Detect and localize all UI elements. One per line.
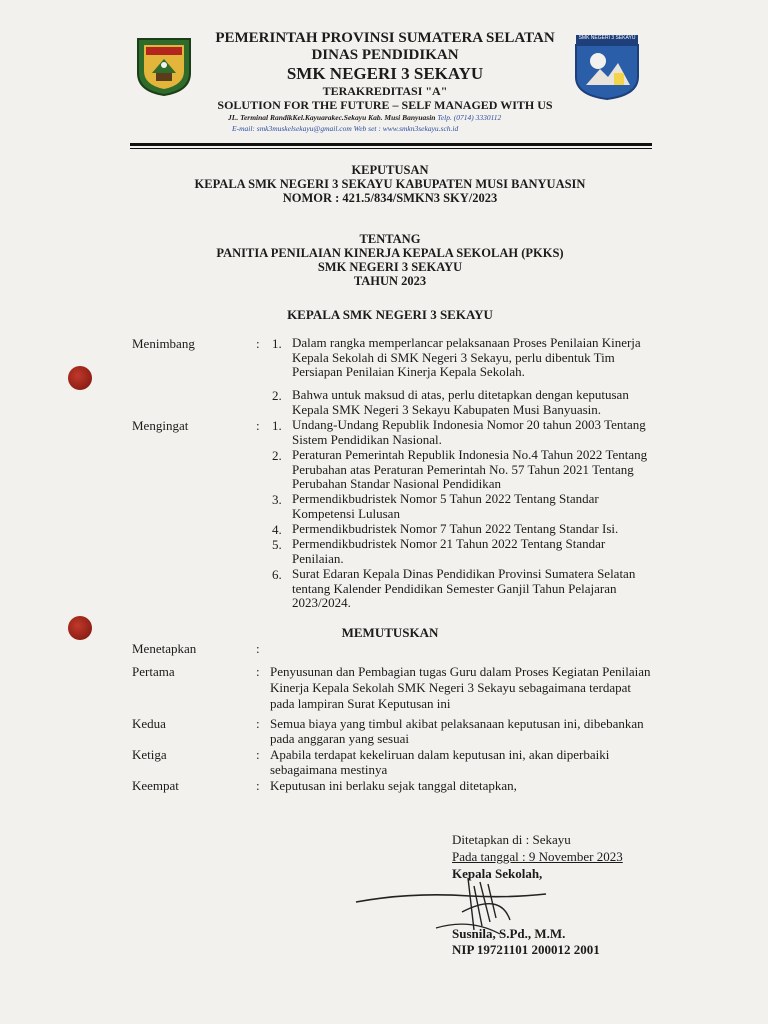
item-number: 4. bbox=[272, 522, 282, 537]
mengingat-item-5 bbox=[292, 537, 654, 566]
diktum-label-keempat: Keempat bbox=[132, 778, 179, 793]
colon: : bbox=[256, 716, 260, 731]
diktum-label-pertama: Pertama bbox=[132, 664, 175, 679]
phone-text: Telp. (0714) 3330112 bbox=[437, 113, 502, 122]
text-line: Kompetensi Lulusan bbox=[292, 505, 400, 521]
menimbang-item-1 bbox=[292, 336, 654, 380]
text-line: Permendikbudristek Nomor 7 Tahun 2022 Tentang Standar Isi. bbox=[292, 521, 619, 536]
mengingat-item-6 bbox=[292, 567, 654, 611]
school-logo-icon bbox=[574, 33, 640, 101]
doc-subject: PANITIA PENILAIAN KINERJA KEPALA SEKOLAH (PKKS) bbox=[216, 246, 564, 260]
diktum-pertama bbox=[270, 664, 656, 712]
item-number: 6. bbox=[272, 567, 282, 582]
text-line: Bahwa untuk maksud di atas, perlu ditetapkan dengan keputusan bbox=[292, 387, 629, 402]
signatory-name: Susnila, S.Pd., M.M. bbox=[452, 926, 566, 941]
signatory-nip: NIP 19721101 200012 2001 bbox=[452, 942, 600, 957]
colon: : bbox=[256, 418, 260, 433]
school-logo-text: SMK NEGERI 3 SEKAYU bbox=[578, 35, 636, 41]
colon: : bbox=[256, 747, 260, 762]
text-line: 2023/2024. bbox=[292, 595, 351, 611]
colon: : bbox=[256, 664, 260, 679]
decision-heading: MEMUTUSKAN bbox=[341, 625, 439, 640]
text-line: Keputusan ini berlaku sejak tanggal ditetapkan, bbox=[270, 778, 517, 793]
doc-subject-intro: TENTANG bbox=[359, 232, 421, 246]
mengingat-item-4 bbox=[292, 522, 654, 537]
text-line: Kepala Sekolah di SMK Negeri 3 Sekayu, perlu dibentuk Tim bbox=[292, 349, 615, 365]
punch-hole-top bbox=[68, 366, 92, 390]
text-line: pada anggaran yang sesuai bbox=[270, 731, 409, 746]
text-line: Undang-Undang Republik Indonesia Nomor 20 tahun 2003 Tentang bbox=[292, 417, 646, 432]
text-line: tentang Kalender Pendidikan Semester Ganjil Tahun Pelajaran bbox=[292, 580, 617, 596]
text-line: Penyusunan dan Pembagian tugas Guru dalam Proses Kegiatan Penilaian bbox=[270, 664, 651, 679]
punch-hole-bottom bbox=[68, 616, 92, 640]
signature-date: Pada tanggal : 9 November 2023 bbox=[452, 849, 623, 864]
letterhead-department: DINAS PENDIDIKAN bbox=[311, 47, 459, 63]
text-line: Surat Edaran Kepala Dinas Pendidikan Provinsi Sumatera Selatan bbox=[292, 566, 636, 581]
section-label-mengingat: Mengingat bbox=[132, 418, 189, 433]
item-number: 3. bbox=[272, 492, 282, 507]
mengingat-item-2 bbox=[292, 448, 654, 492]
diktum-keempat bbox=[270, 778, 656, 793]
text-line: Permendikbudristek Nomor 5 Tahun 2022 Tentang Standar bbox=[292, 491, 599, 506]
doc-authority: KEPALA SMK NEGERI 3 SEKAYU bbox=[287, 307, 493, 322]
text-line: Peraturan Pemerintah Republik Indonesia No.4 Tahun 2022 Tentang bbox=[292, 447, 648, 462]
doc-issuer: KEPALA SMK NEGERI 3 SEKAYU KABUPATEN MUSI BANYUASIN bbox=[194, 177, 586, 191]
signature-position: Kepala Sekolah, bbox=[452, 866, 543, 881]
item-number: 5. bbox=[272, 537, 282, 552]
diktum-ketiga bbox=[270, 747, 656, 777]
text-line: Permendikbudristek Nomor 21 Tahun 2022 Tentang Standar bbox=[292, 536, 606, 551]
letterhead-rule-thick bbox=[130, 143, 652, 146]
letterhead-government: PEMERINTAH PROVINSI SUMATERA SELATAN bbox=[215, 30, 555, 46]
doc-number: NOMOR : 421.5/834/SMKN3 SKY/2023 bbox=[282, 191, 498, 205]
section-label-menimbang: Menimbang bbox=[132, 336, 195, 351]
letterhead-email: E-mail: smk3muskelsekayu@gmail.com Web set : www.smkn3sekayu.sch.id bbox=[232, 124, 459, 133]
item-number: 1. bbox=[272, 418, 282, 433]
text-line: Apabila terdapat kekeliruan dalam keputusan ini, akan diperbaiki bbox=[270, 747, 610, 762]
text-line: Persiapan Penilaian Kinerja Kepala Sekolah. bbox=[292, 364, 525, 380]
colon: : bbox=[256, 778, 260, 793]
letterhead-rule-thin bbox=[130, 148, 652, 149]
doc-subject-year: TAHUN 2023 bbox=[353, 274, 427, 288]
text-line: Perubahan Standar Nasional Pendidikan bbox=[292, 476, 502, 492]
section-label-menetapkan: Menetapkan bbox=[132, 641, 197, 656]
text-line: Penilaian. bbox=[292, 550, 344, 566]
text-line: Kepala SMK Negeri 3 Sekayu Kabupaten Musi Banyuasin. bbox=[292, 401, 602, 417]
colon: : bbox=[256, 336, 260, 351]
text-line: Perubahan atas Peraturan Pemerintah No. 57 Tahun 2021 Tentang bbox=[292, 461, 634, 477]
text-line: Dalam rangka memperlancar pelaksanaan Proses Penilaian Kinerja bbox=[292, 335, 641, 350]
text-line: pada lampiran Surat Keputusan ini bbox=[270, 696, 451, 711]
text-line: sebagaimana mestinya bbox=[270, 762, 388, 777]
item-number: 1. bbox=[272, 336, 282, 351]
letterhead-school: SMK NEGERI 3 SEKAYU bbox=[286, 64, 484, 83]
diktum-label-ketiga: Ketiga bbox=[132, 747, 167, 762]
item-number: 2. bbox=[272, 448, 282, 463]
menimbang-item-2 bbox=[292, 388, 654, 417]
mengingat-item-3 bbox=[292, 492, 654, 521]
doc-type: KEPUTUSAN bbox=[351, 163, 429, 177]
item-number: 2. bbox=[272, 388, 282, 403]
text-line: Semua biaya yang timbul akibat pelaksanaan keputusan ini, dibebankan bbox=[270, 716, 644, 731]
diktum-kedua bbox=[270, 716, 656, 746]
signature-place: Ditetapkan di : Sekayu bbox=[452, 832, 571, 847]
province-emblem-icon bbox=[132, 33, 196, 97]
diktum-label-kedua: Kedua bbox=[132, 716, 166, 731]
letterhead-motto: SOLUTION FOR THE FUTURE – SELF MANAGED WITH US bbox=[217, 98, 553, 112]
letterhead-accreditation: TERAKREDITASI "A" bbox=[322, 84, 448, 98]
letterhead-address bbox=[228, 113, 501, 122]
address-text: JL. Terminal RandikKel.Kayuarakec.Sekayu Kab. Musi Banyuasin bbox=[228, 113, 436, 122]
mengingat-item-1 bbox=[292, 418, 654, 447]
colon: : bbox=[256, 641, 260, 656]
text-line: Kinerja Kepala Sekolah SMK Negeri 3 Sekayu sebagaimana terdapat bbox=[270, 680, 631, 695]
doc-subject-school: SMK NEGERI 3 SEKAYU bbox=[317, 260, 463, 274]
text-line: Sistem Pendidikan Nasional. bbox=[292, 431, 442, 447]
